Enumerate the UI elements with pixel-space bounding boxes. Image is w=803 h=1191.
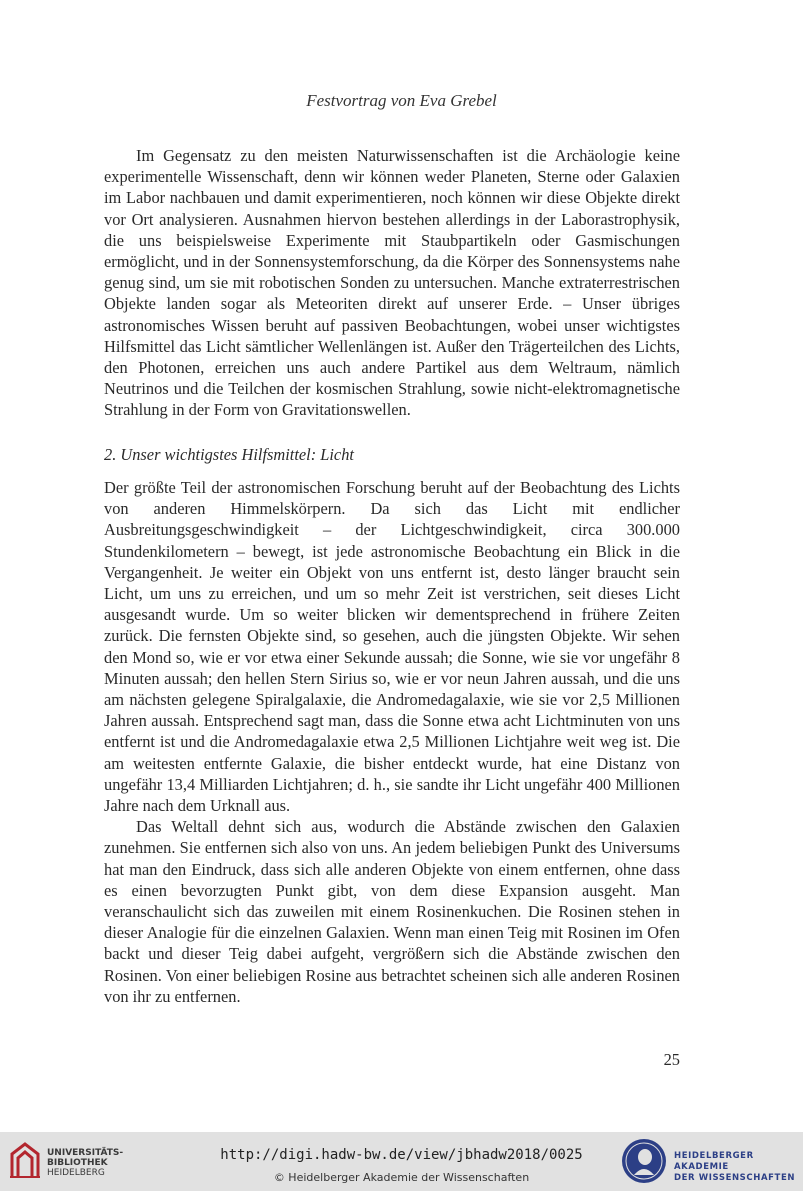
library-line-3: HEIDELBERG xyxy=(47,1168,105,1178)
section-body xyxy=(104,477,680,1007)
academy-name xyxy=(674,1151,803,1184)
footer-bar xyxy=(0,1132,803,1191)
section-heading: 2. Unser wichtigstes Hilfsmittel: Licht xyxy=(104,445,354,464)
academy-line-2: DER WISSENSCHAFTEN xyxy=(674,1173,796,1183)
running-head: Festvortrag von Eva Grebel xyxy=(306,91,497,110)
page-number: 25 xyxy=(663,1050,680,1069)
paragraph-2: Der größte Teil der astronomischen Forschung beruht auf der Beobachtung des Lichts von anderen Himmelskörpern. Da sich das Licht mit endlicher Ausbreitungsgeschwindigkeit – der Lichtgeschwindigkeit, circa 300.000 Stundenkilometern – bewegt, ist jede astronomische Beobachtung ein Blick in die Vergangenheit. Je weiter ein Objekt von uns entfernt ist, desto länger braucht sein Licht, um uns zu erreichen, und um so mehr Zeit ist verstrichen, seit dieses Licht ausgesandt wurde. Um so weiter blicken wir dementsprechend in frühere Zeiten zurück. Die fernsten Objekte sind, so gesehen, auch die jüngsten Objekte. Wir sehen den Mond so, wie er vor etwa einer Sekunde aussah; die Sonne, wie sie vor ungefähr 8 Minuten aussah; den hellen Stern Sirius so, wie er vor neun Jahren aussah, und die uns am nächsten gelegene Spiralgalaxie, die Andromedagalaxie, wie sie vor 2,5 Millionen Jahren aussah. Entsprechend sagt man, dass die Sonne etwa acht Lichtminuten von uns entfernt ist und die Andromedagalaxie etwa 2,5 Millionen Lichtjahre weit weg ist. Die am weitesten entfernte Galaxie, die bisher entdeckt wurde, hat eine Distanz von ungefähr 13,4 Milliarden Lichtjahren; d. h., sie sandte ihr Licht ungefähr 400 Millionen Jahre nach dem Urknall aus. xyxy=(104,478,680,816)
academy-line-1: HEIDELBERGER AKADEMIE xyxy=(674,1151,754,1172)
copyright-notice: © Heidelberger Akademie der Wissenschaften xyxy=(273,1171,530,1184)
permalink-url[interactable]: http://digi.hadw-bw.de/view/jbhadw2018/0025 xyxy=(220,1147,583,1163)
paragraph-3: Das Weltall dehnt sich aus, wodurch die Abstände zwischen den Galaxien zunehmen. Sie entfernen sich also von uns. An jedem beliebigen Punkt des Universums hat man den Eindruck, dass sich alle anderen Objekte von einem entfernen, ohne dass es einen bevorzugten Punkt gibt, von dem diese Expansion ausgeht. Man veranschaulicht sich das zuweilen mit einem Rosinenkuchen. Die Rosinen stehen in dieser Analogie für die einzelnen Galaxien. Wenn man einen Teig mit Rosinen im Ofen backt und dieser Teig dabei aufgeht, vergrößern sich die Abstände zwischen den Rosinen. Von einer beliebigen Rosine aus betrachtet scheinen sich alle anderen Rosinen von ihr zu entfernen. xyxy=(104,817,680,1006)
academy-seal-icon[interactable] xyxy=(620,1137,668,1185)
paragraph-1: Im Gegensatz zu den meisten Naturwissenschaften ist die Archäologie keine experimentelle Wissenschaft, denn wir können weder Planeten, Sterne oder Galaxien im Labor nachbauen und damit experimentieren, noch können wir diese Objekte direkt vor Ort analysieren. Ausnahmen hiervon bestehen allerdings in der Laborastrophysik, die uns beispielsweise Experimente mit Staubpartikeln oder Gasmischungen ermöglicht, und in der Sonnensystemforschung, da die Körper des Sonnensystems nahe genug sind, um sie mit robotischen Sonden zu untersuchen. Manche extraterrestrischen Objekte landen sogar als Meteoriten direkt auf unserer Erde. – Unser übriges astronomisches Wissen beruht auf passiven Beobachtungen, wobei unser wichtigstes Hilfsmittel das Licht sämtlicher Wellenlängen ist. Außer den Trägerteilchen des Lichts, den Photonen, erreichen uns auch andere Partikel aus dem Weltraum, nämlich Neutrinos und die Teilchen der kosmischen Strahlung, sowie nicht-elektromagnetische Strahlung in der Form von Gravitationswellen. xyxy=(104,146,680,420)
paragraph-intro xyxy=(104,145,680,421)
library-line-1: UNIVERSITÄTS- xyxy=(47,1148,124,1158)
library-line-2: BIBLIOTHEK xyxy=(47,1158,108,1168)
